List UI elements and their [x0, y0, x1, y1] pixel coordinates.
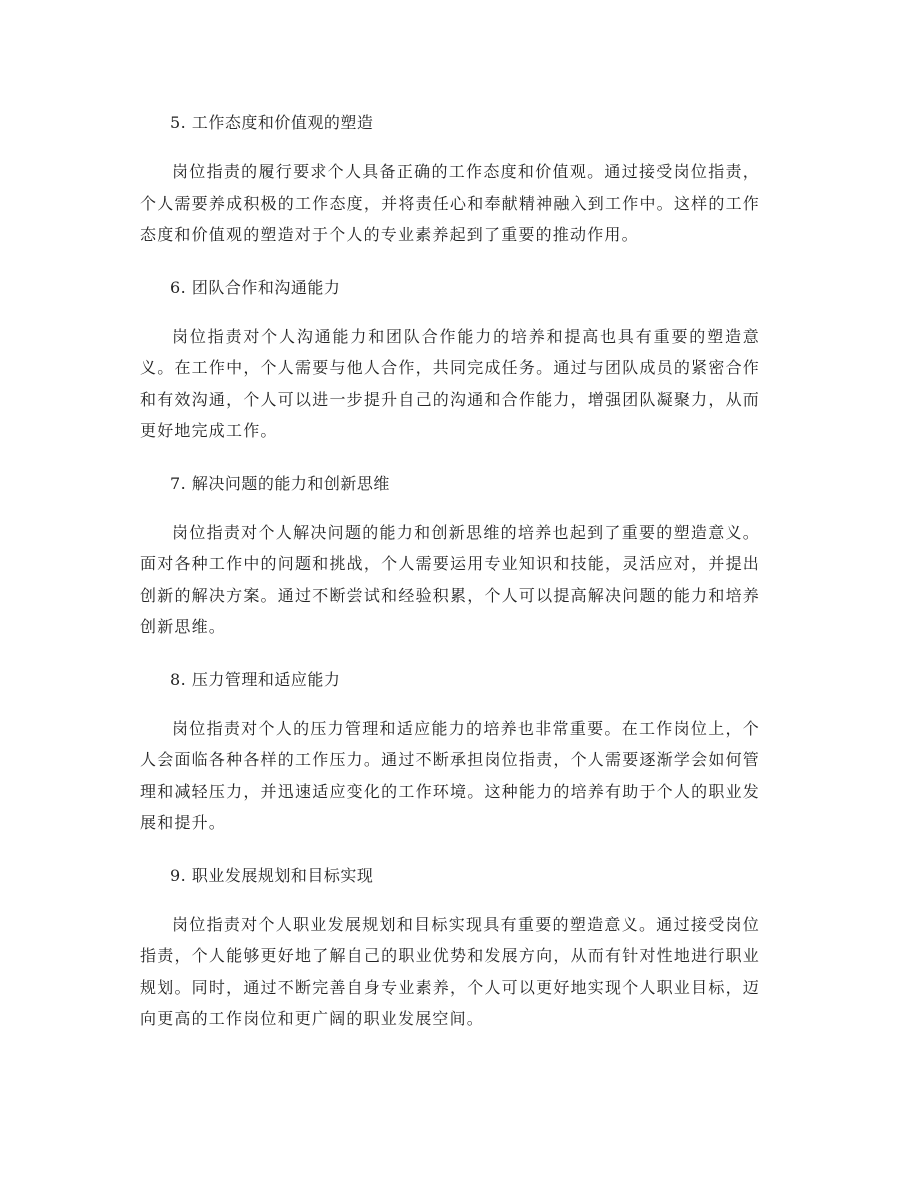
section-heading: 7. 解决问题的能力和创新思维 — [170, 473, 390, 493]
section-paragraph: 岗位指责的履行要求个人具备正确的工作态度和价值观。通过接受岗位指责，个人需要养成积极的工作态度，并将责任心和奉献精神融入到工作中。这样的工作态度和价值观的塑造对于个人的专业素养起到了重要的推动作用。 — [140, 162, 760, 244]
section-7 — [0, 469, 920, 643]
section-paragraph: 岗位指责对个人沟通能力和团队合作能力的培养和提高也具有重要的塑造意义。在工作中，个人需要与他人合作，共同完成任务。通过与团队成员的紧密合作和有效沟通，个人可以进一步提升自己的沟通和合作能力，增强团队凝聚力，从而更好地完成工作。 — [140, 326, 760, 440]
section-5 — [0, 108, 920, 251]
section-heading: 5. 工作态度和价值观的塑造 — [170, 113, 374, 132]
section-heading: 6. 团队合作和沟通能力 — [170, 277, 341, 297]
section-paragraph: 岗位指责对个人的压力管理和适应能力的培养也非常重要。在工作岗位上，个人会面临各种各样的工作压力。通过不断承担岗位指责，个人需要逐渐学会如何管理和减轻压力，并迅速适应变化的工作环境。这种能力的培养有助于个人的职业发展和提升。 — [140, 718, 760, 832]
section-8 — [0, 665, 920, 839]
section-paragraph: 岗位指责对个人职业发展规划和目标实现具有重要的塑造意义。通过接受岗位指责，个人能够更好地了解自己的职业优势和发展方向，从而有针对性地进行职业规划。同时，通过不断完善自身专业素养，个人可以更好地实现个人职业目标，迈向更高的工作岗位和更广阔的职业发展空间。 — [140, 914, 760, 1028]
section-9 — [0, 861, 920, 1035]
section-heading: 9. 职业发展规划和目标实现 — [170, 865, 374, 885]
section-heading: 8. 压力管理和适应能力 — [170, 669, 341, 689]
section-paragraph: 岗位指责对个人解决问题的能力和创新思维的培养也起到了重要的塑造意义。面对各种工作中的问题和挑战，个人需要运用专业知识和技能，灵活应对，并提出创新的解决方案。通过不断尝试和经验积累，个人可以提高解决问题的能力和培养创新思维。 — [140, 522, 760, 636]
section-6 — [0, 273, 920, 447]
